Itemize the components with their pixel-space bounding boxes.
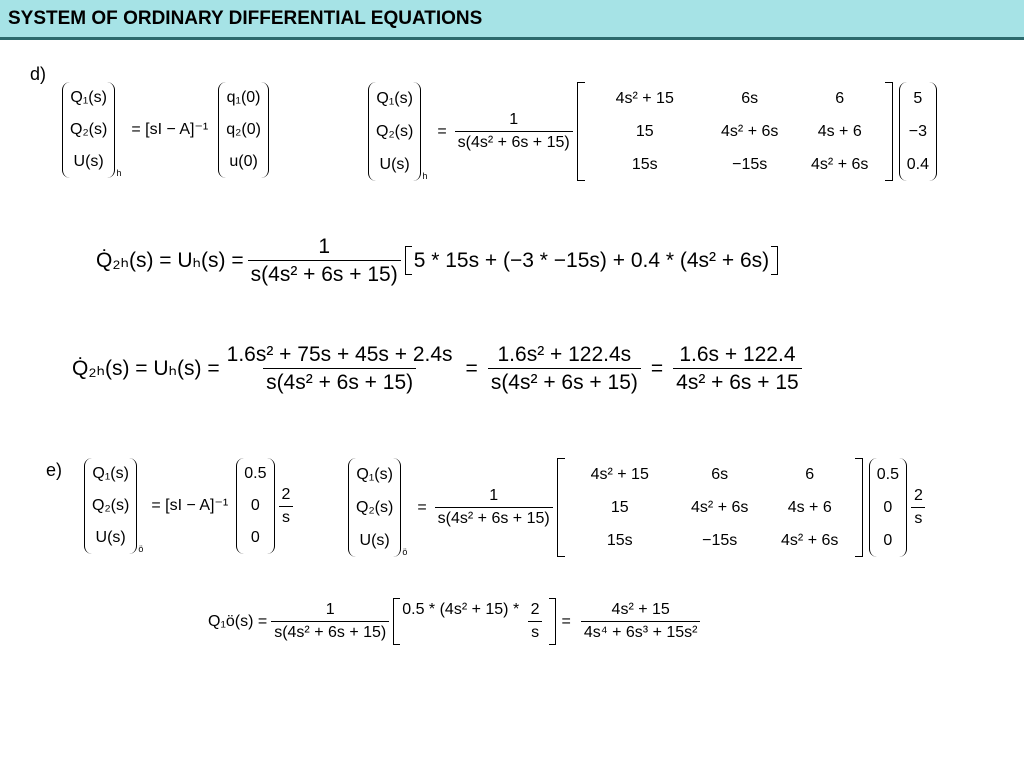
denominator: s(4s² + 6s + 15): [435, 507, 553, 527]
vec-entry: q₁(0): [226, 89, 261, 106]
matrix-cell: 4s + 6: [787, 498, 832, 516]
adjugate-matrix: [577, 82, 893, 181]
subscript-o: ö: [138, 544, 144, 554]
page-title: SYSTEM OF ORDINARY DIFFERENTIAL EQUATIONS: [8, 8, 483, 29]
resolvent-expr: = [sI − A]⁻¹: [131, 121, 209, 138]
section-e-label: e): [46, 460, 63, 480]
denominator: s(4s² + 6s + 15): [271, 621, 389, 641]
matrix-cell: 4s² + 15: [590, 465, 649, 483]
section-d-label: d): [30, 64, 47, 84]
fraction: [673, 344, 802, 393]
state-vector: [62, 82, 115, 178]
numerator: 1.6s + 122.4: [679, 343, 796, 366]
result-fraction: [581, 602, 701, 641]
fraction-2-over-s: [279, 487, 294, 526]
matrix-cell: −15s: [702, 531, 738, 549]
vec-entry: Q₂(s): [376, 122, 414, 140]
equals-sign: =: [465, 357, 478, 380]
adjugate-matrix: [557, 458, 863, 557]
eq-q1o: [208, 598, 704, 645]
numerator: 2: [913, 487, 923, 504]
denominator: s(4s² + 6s + 15): [488, 368, 641, 393]
denominator: s(4s² + 6s + 15): [248, 260, 401, 285]
eq-lhs: Q̇₂ₕ(s) = Uₕ(s) =: [72, 357, 220, 380]
matrix-cell: 4s² + 15: [615, 89, 674, 107]
initial-vector: [869, 458, 907, 557]
denominator: s: [279, 506, 293, 526]
vec-entry: q₂(0): [226, 121, 261, 138]
initial-vector: [899, 82, 937, 181]
fraction: [435, 488, 553, 527]
denominator: s: [911, 507, 925, 527]
eq-e-resolvent: [84, 458, 297, 554]
numerator: 2: [281, 485, 291, 503]
equals-sign: =: [417, 498, 427, 516]
matrix-cell: 4s² + 6s: [811, 155, 869, 173]
state-vector: [84, 458, 137, 554]
vec-entry: Q₁(s): [92, 465, 129, 482]
bracket-text: 0.5 * (4s² + 15) *: [402, 601, 520, 618]
vec-entry: Q₂(s): [92, 497, 130, 514]
bracket-expr: [393, 598, 555, 645]
matrix-cell: 4s² + 6s: [691, 498, 749, 516]
title-bar: [0, 0, 1024, 40]
vec-entry: 0: [250, 529, 260, 546]
eq-lhs: Q̇₂ₕ(s) = Uₕ(s) =: [96, 249, 244, 272]
matrix-cell: 15s: [606, 531, 633, 549]
initial-vector: [218, 82, 269, 178]
vec-entry: Q₂(s): [70, 121, 108, 138]
matrix-cell: 6s: [711, 465, 729, 483]
fraction-2-over-s: [528, 602, 543, 641]
equals-sign: =: [437, 122, 447, 140]
vec-entry: Q₂(s): [356, 498, 394, 516]
matrix-cell: 15s: [631, 155, 658, 173]
denominator: 4s⁴ + 6s³ + 15s²: [581, 621, 701, 641]
denominator: s(4s² + 6s + 15): [263, 368, 416, 393]
vec-entry: 0: [883, 531, 893, 549]
eq-d-resolvent: [62, 82, 269, 178]
vec-entry: u(0): [229, 153, 258, 170]
numerator: 1: [489, 487, 499, 504]
eq-uh-expanded: [96, 236, 778, 285]
eq-e-expanded: [348, 458, 930, 557]
matrix-cell: 4s² + 6s: [781, 531, 839, 549]
fraction: [271, 602, 389, 641]
numerator: 1: [318, 235, 331, 258]
fraction: [248, 236, 401, 285]
fraction-2-over-s: [911, 488, 926, 527]
denominator: s(4s² + 6s + 15): [455, 131, 573, 151]
state-vector: [348, 458, 401, 557]
matrix-cell: 15: [610, 498, 629, 516]
denominator: 4s² + 6s + 15: [673, 368, 802, 393]
bracket-expr: 5 * 15s + (−3 * −15s) + 0.4 * (4s² + 6s): [405, 246, 778, 275]
vec-entry: 0.4: [906, 155, 929, 173]
state-vector: [368, 82, 421, 181]
eq-d-expanded: [368, 82, 937, 181]
vec-entry: 0.5: [876, 465, 899, 483]
vec-entry: 0: [883, 498, 893, 516]
eq-uh-simplified: [72, 344, 806, 393]
subscript-h: h: [422, 171, 428, 181]
fraction: [224, 344, 456, 393]
vec-entry: 0: [250, 497, 260, 514]
numerator: 4s² + 15: [611, 601, 670, 618]
initial-vector: [236, 458, 274, 554]
eq-lhs: Q₁ö(s) =: [208, 612, 268, 630]
matrix-cell: 4s² + 6s: [721, 122, 779, 140]
equals-sign: =: [650, 357, 664, 380]
matrix-cell: −15s: [732, 155, 768, 173]
vec-entry: 5: [913, 89, 923, 107]
denominator: s: [528, 621, 542, 641]
vec-entry: Q₁(s): [356, 465, 393, 483]
numerator: 2: [530, 601, 540, 618]
numerator: 1: [509, 111, 519, 128]
fraction: [488, 344, 641, 393]
matrix-cell: 6: [805, 465, 815, 483]
matrix-cell: 15: [635, 122, 654, 140]
matrix-cell: 6s: [741, 89, 759, 107]
vec-entry: U(s): [73, 153, 104, 170]
subscript-o: ö: [402, 547, 408, 557]
numerator: 1.6s² + 122.4s: [497, 343, 632, 366]
vec-entry: −3: [908, 122, 927, 140]
matrix-cell: 4s + 6: [817, 122, 862, 140]
equals-sign: =: [561, 612, 571, 630]
vec-entry: Q₁(s): [376, 89, 413, 107]
subscript-h: h: [116, 168, 122, 178]
vec-entry: U(s): [95, 529, 126, 546]
numerator: 1: [325, 601, 335, 618]
matrix-cell: 6: [835, 89, 845, 107]
vec-entry: 0.5: [244, 465, 267, 482]
resolvent-expr: = [sI − A]⁻¹: [151, 497, 229, 514]
vec-entry: U(s): [359, 531, 390, 549]
vec-entry: Q₁(s): [70, 89, 107, 106]
fraction: [455, 112, 573, 151]
numerator: 1.6s² + 75s + 45s + 2.4s: [226, 343, 453, 366]
vec-entry: U(s): [379, 155, 410, 173]
